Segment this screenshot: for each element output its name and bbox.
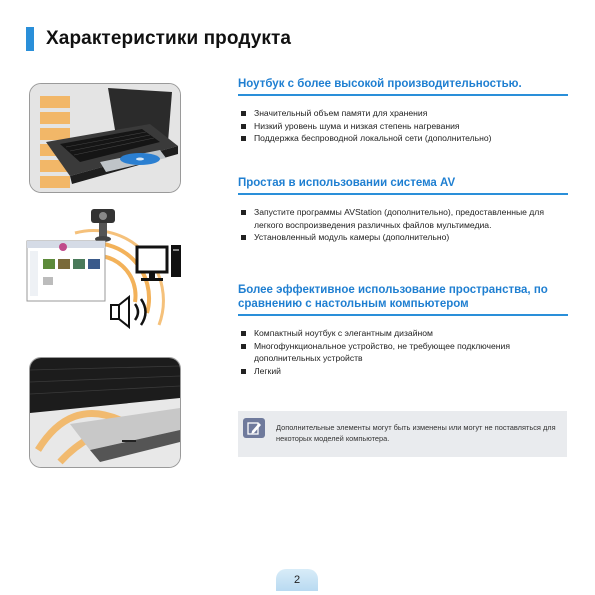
bullet-item: Значительный объем памяти для хранения: [238, 107, 568, 120]
pencil-note-icon: [243, 418, 265, 438]
av-system-diagram: [25, 207, 185, 337]
section-av-system: [238, 176, 568, 244]
page-number: 2: [276, 569, 318, 591]
laptop-drive-illustration: [30, 84, 180, 192]
bullet-list: [238, 206, 568, 244]
compact-laptop-illustration: [30, 358, 180, 467]
av-system-illustration: [25, 207, 185, 337]
bullet-list: [238, 107, 568, 145]
section-space-efficiency: [238, 283, 568, 377]
section-heading: Более эффективное использование пространства, по сравнению с настольным компьютером: [238, 283, 568, 316]
bullet-item: Многофункциональное устройство, не требующее подключения дополнительных устройств: [238, 340, 568, 365]
webcam-icon: [91, 209, 115, 242]
page-title-text: Характеристики продукта: [46, 28, 292, 49]
section-heading: Простая в использовании система AV: [238, 176, 568, 195]
compact-laptop-image: [29, 357, 181, 468]
bullet-item: Запустите программы AVStation (дополнительно), предоставленные для легкого воспроизведения различных файлов мультимедиа.: [238, 206, 568, 231]
speaker-icon: [111, 297, 146, 327]
bullet-list: [238, 327, 568, 377]
bullet-item: Установленный модуль камеры (дополнительно): [238, 231, 568, 244]
title-accent-bar: [26, 27, 34, 51]
bullet-item: Компактный ноутбук с элегантным дизайном: [238, 327, 568, 340]
bullet-item: Низкий уровень шума и низкая степень нагревания: [238, 120, 568, 133]
laptop-drive-image: [29, 83, 181, 193]
section-heading: Ноутбук с более высокой производительностью.: [238, 77, 568, 96]
page-title: [26, 26, 291, 52]
note-text: Дополнительные элементы могут быть изменены или могут не поставляться для некоторых моделей компьютера.: [276, 423, 556, 443]
section-performance: [238, 77, 568, 145]
bullet-item: Поддержка беспроводной локальной сети (дополнительно): [238, 132, 568, 145]
bullet-item: Легкий: [238, 365, 568, 378]
note-box: [238, 411, 567, 457]
